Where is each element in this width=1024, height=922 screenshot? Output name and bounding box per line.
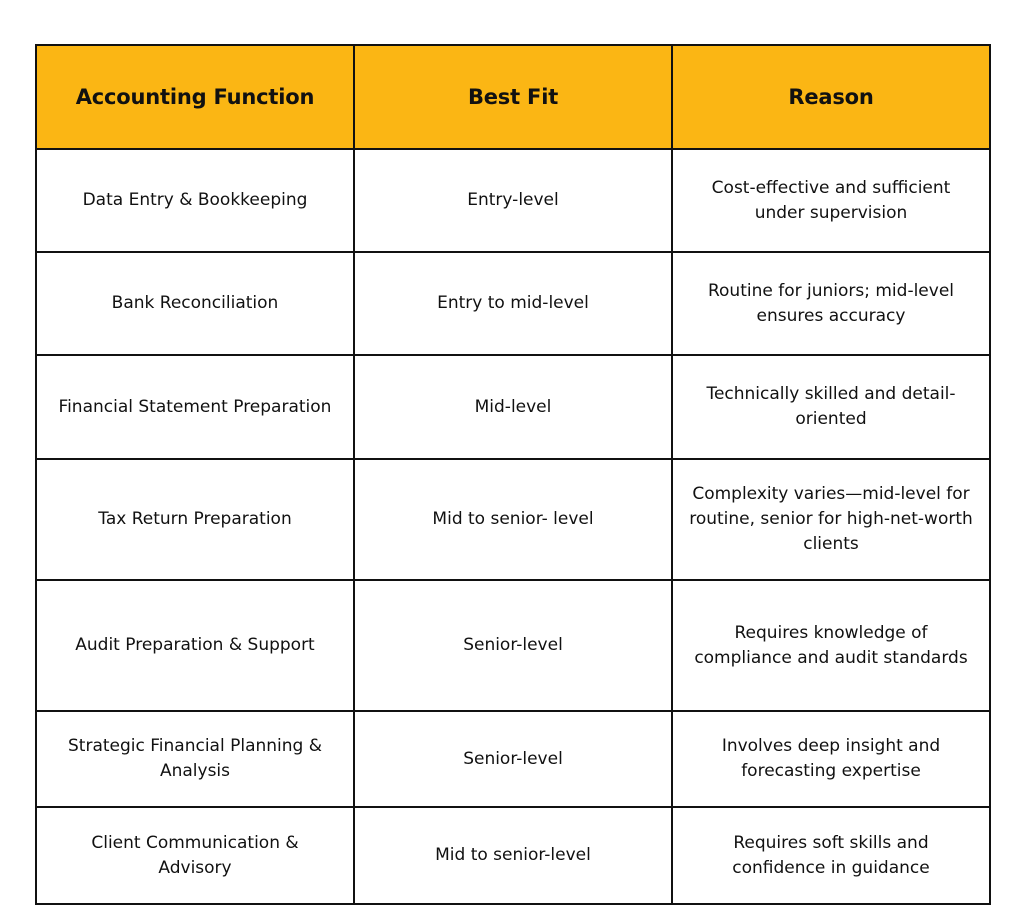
cell-reason: Technically skilled and detail-oriented: [672, 355, 990, 459]
header-reason: Reason: [672, 45, 990, 149]
table-row: [36, 252, 990, 355]
table-row: [36, 807, 990, 904]
cell-best-fit: Senior-level: [354, 580, 672, 711]
accounting-roles-table: [35, 44, 991, 905]
cell-reason: Requires soft skills and confidence in guidance: [672, 807, 990, 904]
cell-function: Client Communication & Advisory: [36, 807, 354, 904]
cell-function: Audit Preparation & Support: [36, 580, 354, 711]
table-header-row: [36, 45, 990, 149]
table-row: [36, 711, 990, 807]
cell-reason: Routine for juniors; mid-level ensures accuracy: [672, 252, 990, 355]
cell-function: Tax Return Preparation: [36, 459, 354, 580]
header-accounting-function: Accounting Function: [36, 45, 354, 149]
cell-reason: Complexity varies—mid-level for routine, senior for high-net-worth clients: [672, 459, 990, 580]
cell-reason: Cost-effective and sufficient under supervision: [672, 149, 990, 252]
cell-function: Strategic Financial Planning & Analysis: [36, 711, 354, 807]
cell-best-fit: Mid-level: [354, 355, 672, 459]
table-row: [36, 580, 990, 711]
cell-function: Data Entry & Bookkeeping: [36, 149, 354, 252]
cell-best-fit: Mid to senior-level: [354, 807, 672, 904]
cell-reason: Involves deep insight and forecasting expertise: [672, 711, 990, 807]
cell-function: Bank Reconciliation: [36, 252, 354, 355]
cell-best-fit: Entry-level: [354, 149, 672, 252]
header-best-fit: Best Fit: [354, 45, 672, 149]
table-row: [36, 149, 990, 252]
cell-best-fit: Senior-level: [354, 711, 672, 807]
comparison-table-container: [35, 44, 989, 905]
cell-reason: Requires knowledge of compliance and audit standards: [672, 580, 990, 711]
cell-function: Financial Statement Preparation: [36, 355, 354, 459]
cell-best-fit: Entry to mid-level: [354, 252, 672, 355]
cell-best-fit: Mid to senior- level: [354, 459, 672, 580]
table-row: [36, 355, 990, 459]
table-row: [36, 459, 990, 580]
